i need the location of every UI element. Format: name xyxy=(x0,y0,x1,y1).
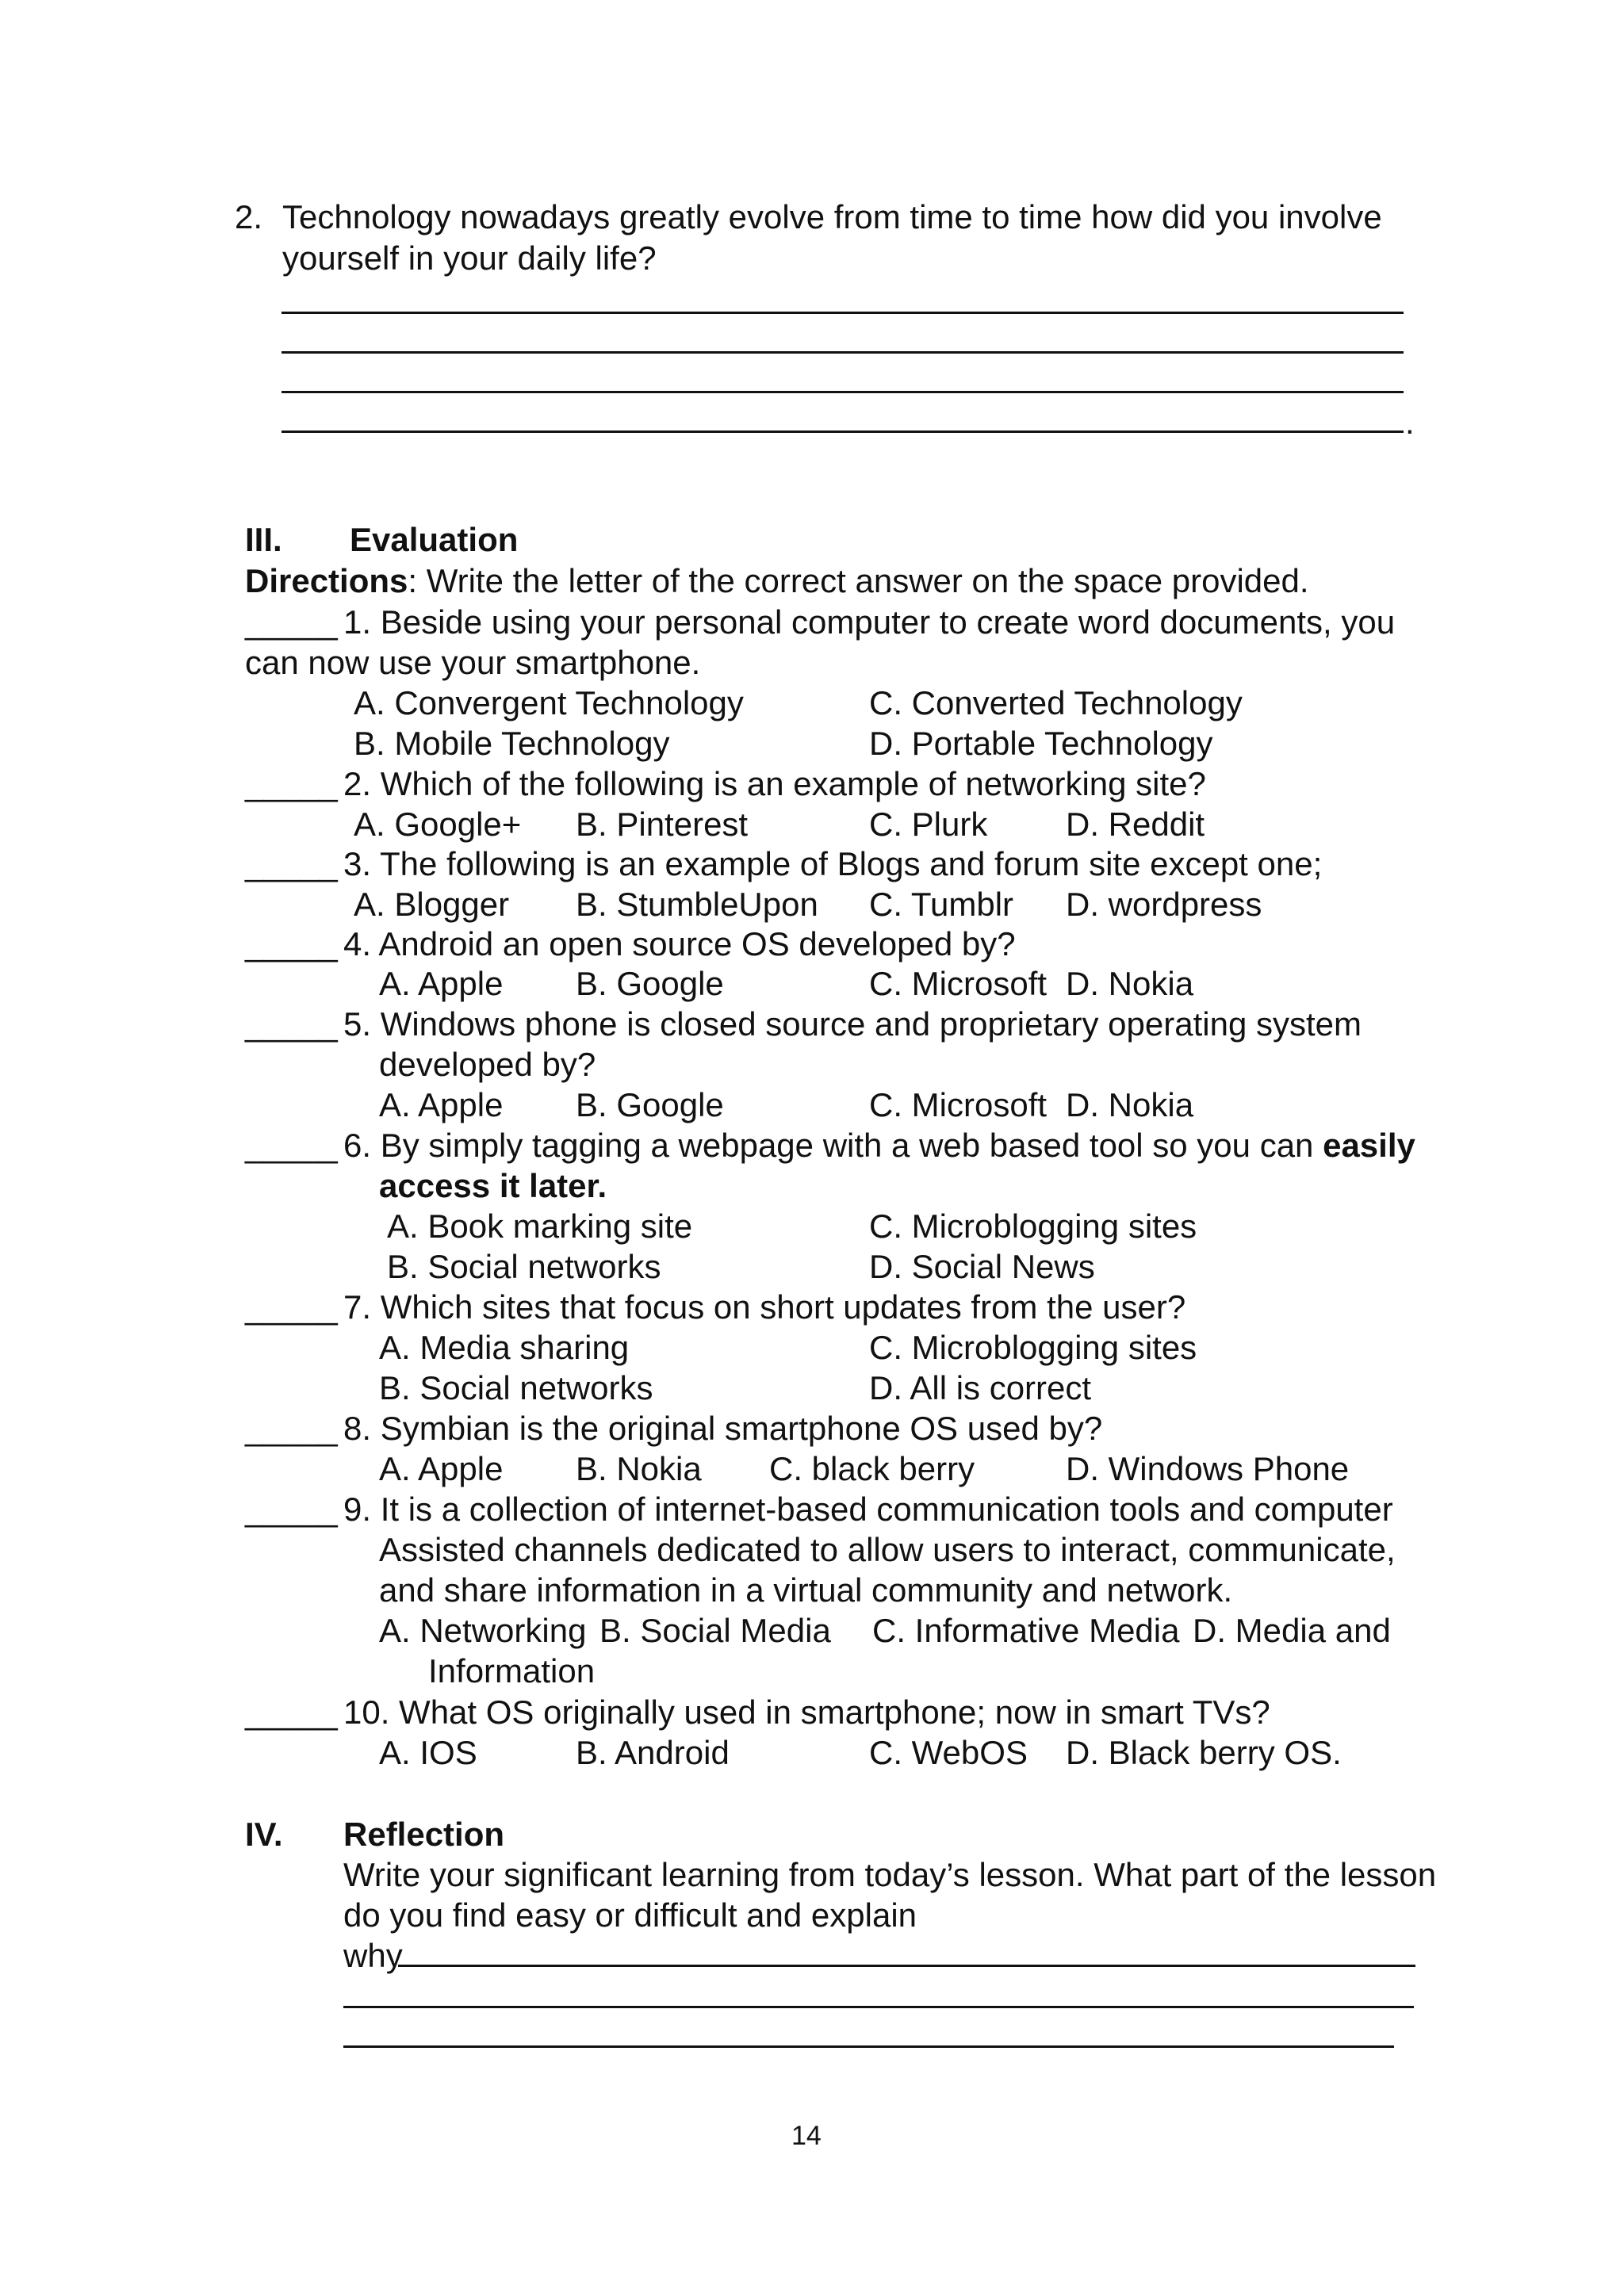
item-3-choice-a: A. Blogger xyxy=(354,886,510,923)
item-10-choice-b: B. Android xyxy=(576,1734,730,1771)
item-1-choice-a: A. Convergent Technology xyxy=(354,684,744,721)
answer-blank-6[interactable]: _____ xyxy=(245,1127,338,1164)
item-6-question-text: 6. By simply tagging a webpage with a web based tool so you can xyxy=(343,1127,1323,1164)
directions xyxy=(245,564,1309,598)
question-2-number: 2. xyxy=(235,198,263,235)
item-1-choice-d: D. Portable Technology xyxy=(869,725,1213,762)
reflection-line-2: do you find easy or difficult and explain xyxy=(343,1896,917,1934)
item-2-choice-a: A. Google+ xyxy=(354,806,522,843)
reflection-line-1: Write your significant learning from today’s lesson. What part of the lesson xyxy=(343,1856,1437,1893)
item-10-choice-c: C. WebOS xyxy=(869,1734,1028,1771)
item-1-choice-c: C. Converted Technology xyxy=(869,684,1243,721)
item-2-question: 2. Which of the following is an example of networking site? xyxy=(343,765,1206,802)
section-4-numeral: IV. xyxy=(245,1816,283,1853)
item-2-choice-d: D. Reddit xyxy=(1066,806,1205,843)
item-8-choice-a: A. Apple xyxy=(379,1450,504,1487)
item-5-choice-a: A. Apple xyxy=(379,1086,504,1123)
item-6-choice-b: B. Social networks xyxy=(387,1248,661,1285)
item-6-choice-a: A. Book marking site xyxy=(387,1207,693,1245)
item-9-choice-c: C. Informative Media xyxy=(872,1612,1180,1649)
answer-blank-3[interactable]: _____ xyxy=(245,845,338,882)
directions-label: Directions xyxy=(245,562,408,599)
answer-blank-9[interactable]: _____ xyxy=(245,1490,338,1528)
item-3-choice-d: D. wordpress xyxy=(1066,886,1262,923)
item-6-question-cont: access it later. xyxy=(379,1167,607,1204)
item-7-choice-d: D. All is correct xyxy=(869,1369,1092,1406)
reflection-answer-line-3[interactable] xyxy=(343,2045,1394,2048)
answer-blank-2[interactable]: _____ xyxy=(245,765,338,802)
answer-blank-10[interactable]: _____ xyxy=(245,1693,338,1731)
directions-text: : Write the letter of the correct answer on the space provided. xyxy=(408,562,1309,599)
item-4-choice-c: C. Microsoft xyxy=(869,965,1048,1002)
item-3-question: 3. The following is an example of Blogs and forum site except one; xyxy=(343,845,1323,882)
answer-blank-7[interactable]: _____ xyxy=(245,1288,338,1326)
item-6-choice-c: C. Microblogging sites xyxy=(869,1207,1197,1245)
item-9-choice-d: D. Media and xyxy=(1193,1612,1391,1649)
item-3-choice-b: B. StumbleUpon xyxy=(576,886,818,923)
section-4-title: Reflection xyxy=(343,1816,505,1853)
item-5-choice-b: B. Google xyxy=(576,1086,724,1123)
answer-line-3[interactable] xyxy=(282,391,1404,393)
item-7-choice-b: B. Social networks xyxy=(379,1369,653,1406)
answer-line-1[interactable] xyxy=(282,312,1404,314)
item-5-question-cont: developed by? xyxy=(379,1046,596,1083)
item-1-choice-b: B. Mobile Technology xyxy=(354,725,670,762)
answer-blank-4[interactable]: _____ xyxy=(245,925,338,962)
answer-blank-8[interactable]: _____ xyxy=(245,1410,338,1447)
item-3-choice-c: C. Tumblr xyxy=(869,886,1014,923)
item-5-question: 5. Windows phone is closed source and proprietary operating system xyxy=(343,1005,1362,1043)
item-10-choice-d: D. Black berry OS. xyxy=(1066,1734,1342,1771)
answer-blank-5[interactable]: _____ xyxy=(245,1005,338,1043)
item-6-question xyxy=(343,1129,1415,1162)
item-1-question-cont: can now use your smartphone. xyxy=(245,644,701,681)
item-9-choice-d-cont: Information xyxy=(428,1652,596,1689)
item-8-choice-d: D. Windows Phone xyxy=(1066,1450,1350,1487)
item-2-choice-c: C. Plurk xyxy=(869,806,988,843)
answer-line-4[interactable] xyxy=(282,430,1404,433)
item-9-question-cont-1: Assisted channels dedicated to allow users to interact, communicate, xyxy=(379,1531,1396,1568)
item-4-question: 4. Android an open source OS developed by? xyxy=(343,925,1016,962)
item-5-choice-c: C. Microsoft xyxy=(869,1086,1048,1123)
reflection-answer-line-2[interactable] xyxy=(343,2006,1414,2008)
reflection-line-3: why xyxy=(343,1937,403,1974)
item-4-choice-b: B. Google xyxy=(576,965,724,1002)
question-2-line-2: yourself in your daily life? xyxy=(282,239,657,277)
item-8-question: 8. Symbian is the original smartphone OS used by? xyxy=(343,1410,1103,1447)
page-number: 14 xyxy=(791,2121,822,2151)
item-2-choice-b: B. Pinterest xyxy=(576,806,749,843)
item-9-question-cont-2: and share information in a virtual community and network. xyxy=(379,1571,1233,1609)
answer-line-period: . xyxy=(1405,404,1415,441)
section-3-title: Evaluation xyxy=(350,521,519,558)
item-7-choice-c: C. Microblogging sites xyxy=(869,1329,1197,1366)
item-9-choice-b: B. Social Media xyxy=(599,1612,831,1649)
item-5-choice-d: D. Nokia xyxy=(1066,1086,1194,1123)
item-7-question: 7. Which sites that focus on short updates from the user? xyxy=(343,1288,1186,1326)
item-9-question: 9. It is a collection of internet-based communication tools and computer xyxy=(343,1490,1393,1528)
item-10-question: 10. What OS originally used in smartphone; now in smart TVs? xyxy=(343,1693,1270,1731)
item-4-choice-d: D. Nokia xyxy=(1066,965,1194,1002)
answer-blank-1[interactable]: _____ xyxy=(245,603,338,641)
item-1-question: 1. Beside using your personal computer to create word documents, you xyxy=(343,603,1396,641)
item-6-question-emphasis: easily xyxy=(1323,1127,1415,1164)
item-8-choice-c: C. black berry xyxy=(769,1450,975,1487)
item-10-choice-a: A. IOS xyxy=(379,1734,477,1771)
question-2-line-1: Technology nowadays greatly evolve from time to time how did you involve xyxy=(282,198,1382,235)
item-7-choice-a: A. Media sharing xyxy=(379,1329,630,1366)
reflection-answer-line-1[interactable] xyxy=(398,1965,1415,1967)
section-3-numeral: III. xyxy=(245,521,282,558)
item-4-choice-a: A. Apple xyxy=(379,965,504,1002)
item-8-choice-b: B. Nokia xyxy=(576,1450,702,1487)
item-9-choice-a: A. Networking xyxy=(379,1612,587,1649)
answer-line-2[interactable] xyxy=(282,351,1404,354)
item-6-choice-d: D. Social News xyxy=(869,1248,1095,1285)
